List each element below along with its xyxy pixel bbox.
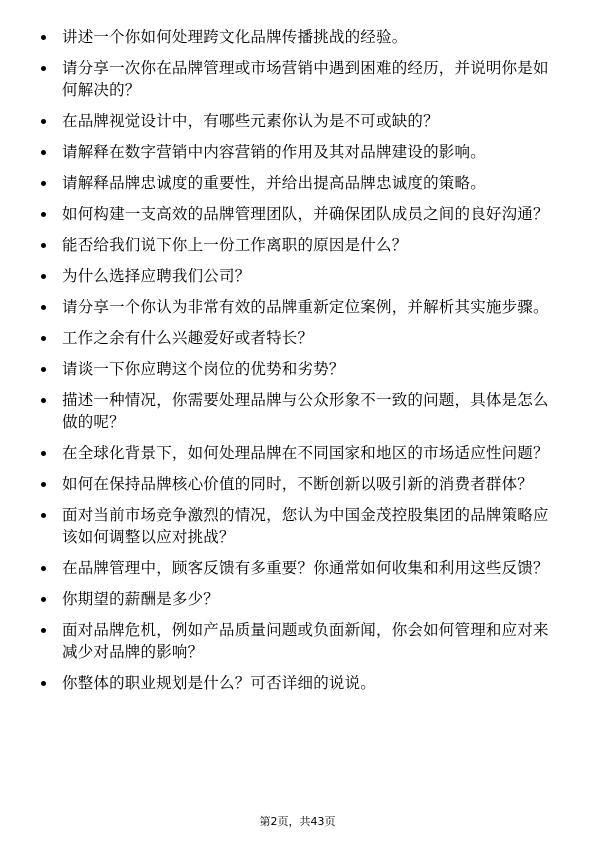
list-item: [38, 110, 560, 132]
question-text: 请分享一个你认为非常有效的品牌重新定位案例，并解析其实施步骤。: [62, 298, 549, 316]
question-text: 能否给我们说下你上一份工作离职的原因是什么？: [62, 236, 408, 254]
bullet-icon: [41, 66, 46, 71]
bullet-icon: [41, 482, 46, 487]
bullet-icon: [41, 628, 46, 633]
list-item: [38, 619, 560, 663]
question-text: 描述一种情况，你需要处理品牌与公众形象不一致的问题，具体是怎么做的呢？: [62, 391, 549, 431]
question-text: 工作之余有什么兴趣爱好或者特长？: [62, 329, 314, 347]
bullet-icon: [41, 681, 46, 686]
list-item: [38, 26, 560, 48]
bullet-icon: [41, 513, 46, 518]
bullet-icon: [41, 336, 46, 341]
bullet-icon: [41, 274, 46, 279]
list-item: [38, 389, 560, 433]
question-list: [38, 26, 560, 703]
list-item: [38, 327, 560, 349]
question-text: 在品牌视觉设计中，有哪些元素你认为是不可或缺的？: [62, 112, 439, 130]
bullet-icon: [41, 566, 46, 571]
question-text: 请解释在数字营销中内容营销的作用及其对品牌建设的影响。: [62, 143, 486, 161]
list-item: [38, 504, 560, 548]
bullet-icon: [41, 243, 46, 248]
question-text: 请解释品牌忠诚度的重要性，并给出提高品牌忠诚度的策略。: [62, 174, 486, 192]
list-item: [38, 172, 560, 194]
page-number: 第2页，共43页: [259, 815, 336, 828]
bullet-icon: [41, 398, 46, 403]
list-item: [38, 557, 560, 579]
question-text: 面对品牌危机，例如产品质量问题或负面新闻，你会如何管理和应对来减少对品牌的影响？: [62, 621, 549, 661]
question-text: 面对当前市场竞争激烈的情况，您认为中国金茂控股集团的品牌策略应该如何调整以应对挑战？: [62, 506, 549, 546]
question-text: 你期望的薪酬是多少？: [62, 590, 220, 608]
list-item: [38, 588, 560, 610]
question-text: 在品牌管理中，顾客反馈有多重要？你通常如何收集和利用这些反馈？: [62, 559, 549, 577]
list-item: [38, 234, 560, 256]
list-item: [38, 296, 560, 318]
bullet-icon: [41, 119, 46, 124]
list-item: [38, 57, 560, 101]
list-item: [38, 203, 560, 225]
list-item: [38, 473, 560, 495]
bullet-icon: [41, 150, 46, 155]
question-text: 讲述一个你如何处理跨文化品牌传播挑战的经验。: [62, 28, 408, 46]
question-text: 为什么选择应聘我们公司？: [62, 267, 251, 285]
list-item: [38, 672, 560, 694]
bullet-icon: [41, 212, 46, 217]
question-text: 你整体的职业规划是什么？可否详细的说说。: [62, 674, 377, 692]
question-text: 请分享一次你在品牌管理或市场营销中遇到困难的经历，并说明你是如何解决的？: [62, 59, 549, 99]
question-text: 在全球化背景下，如何处理品牌在不同国家和地区的市场适应性问题？: [62, 444, 549, 462]
question-text: 如何在保持品牌核心价值的同时，不断创新以吸引新的消费者群体？: [62, 475, 534, 493]
list-item: [38, 358, 560, 380]
bullet-icon: [41, 35, 46, 40]
list-item: [38, 442, 560, 464]
bullet-icon: [41, 451, 46, 456]
bullet-icon: [41, 597, 46, 602]
list-item: [38, 265, 560, 287]
question-text: 如何构建一支高效的品牌管理团队，并确保团队成员之间的良好沟通？: [62, 205, 549, 223]
bullet-icon: [41, 181, 46, 186]
question-text: 请谈一下你应聘这个岗位的优势和劣势？: [62, 360, 345, 378]
list-item: [38, 141, 560, 163]
bullet-icon: [41, 367, 46, 372]
bullet-icon: [41, 305, 46, 310]
